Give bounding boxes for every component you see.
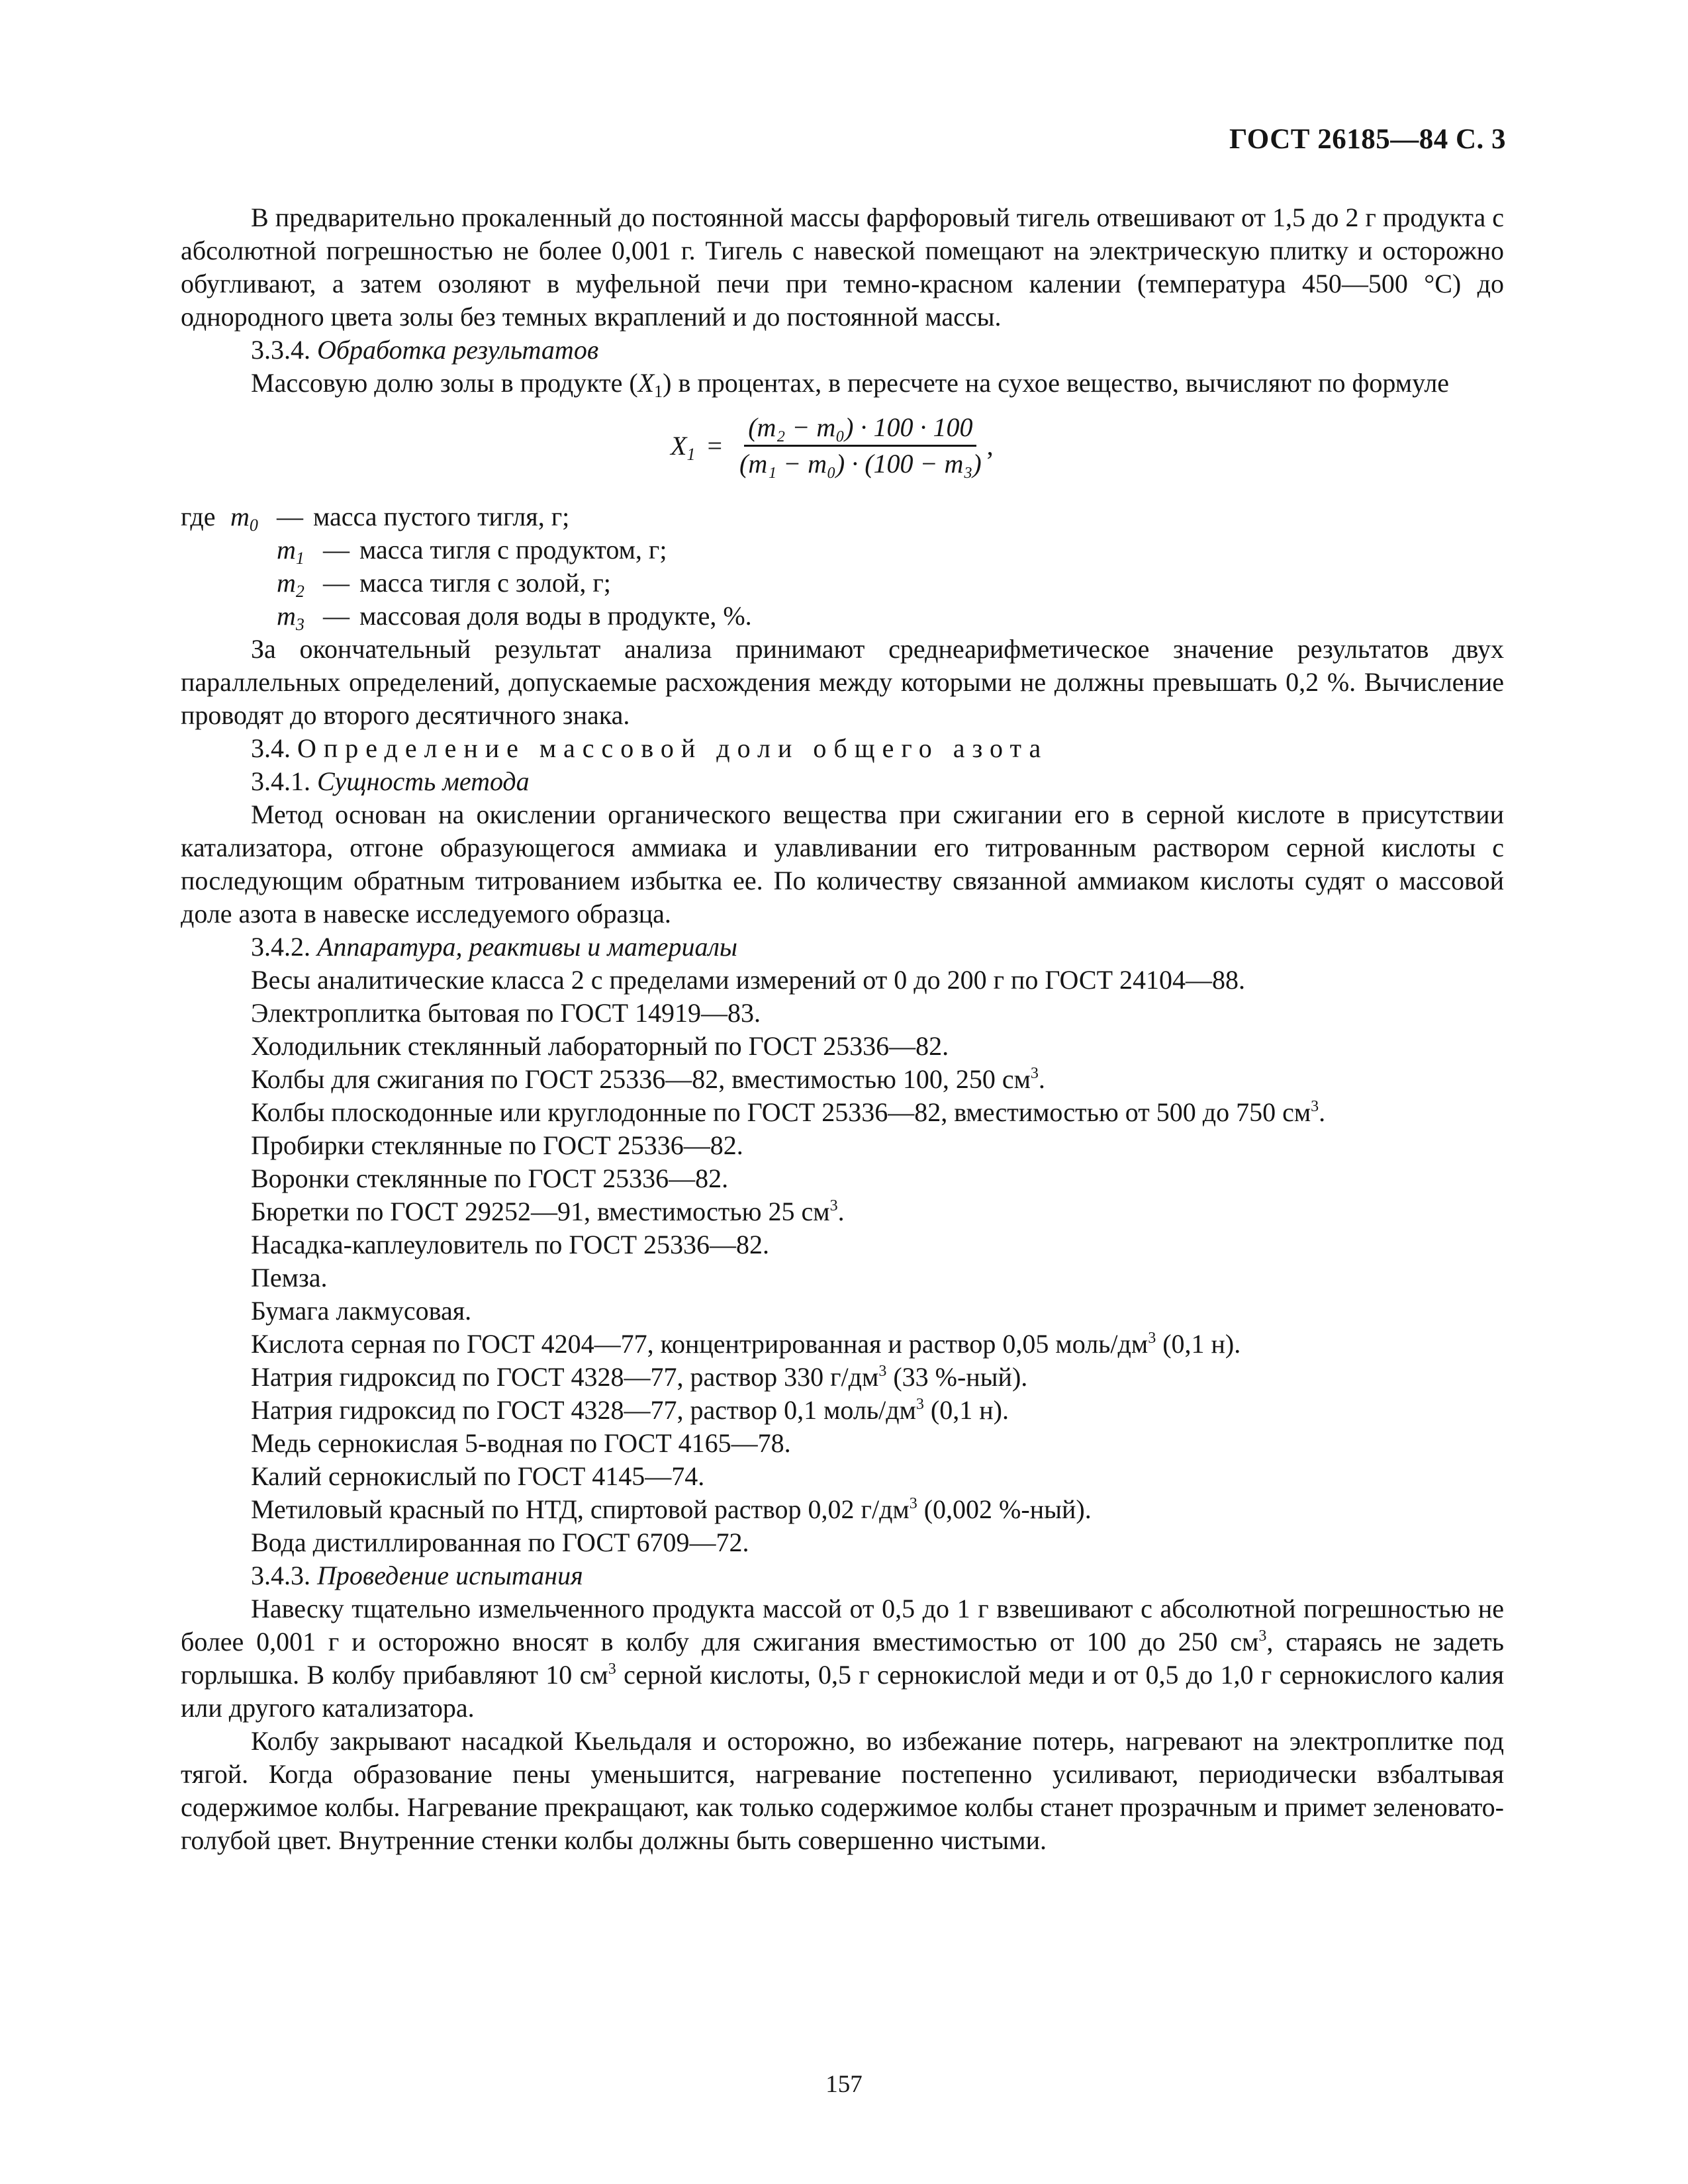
paragraph-ash-procedure: В предварительно прокаленный до постоянной массы фарфоровый тигель отвешивают от 1,5 до 2 г продукта с абсолютной погрешностью не более 0,001 г. Тигель с навеской помещают на электрическую плитку и осторожно обугливают, а затем озоляют в муфельной печи при темно-красном калении (температура 450—500 °С) до однородного цвета золы без темных вкраплений и до постоянной массы.	[181, 203, 1504, 332]
equipment-item: Метиловый красный по НТД, спиртовой раствор 0,02 $г/дм^3$ (0,002 %-ный).	[251, 1494, 1092, 1524]
equipment-item: Бумага лакмусовая.	[251, 1296, 472, 1326]
section-title: Обработка результатов	[317, 335, 599, 365]
equipment-item: Пробирки стеклянные по ГОСТ 25336—82.	[251, 1130, 743, 1160]
ash-formula: $X_1$ = $\frac{\text{(m₂ − m₀) · 100 · 100}}{\text{(m₁ − m₀) · (100 − m₃)}}$ ,	[671, 412, 994, 478]
section-title: Аппаратура, реактивы и материалы	[317, 932, 737, 962]
equipment-item: Колбы плоскодонные или круглодонные по ГОСТ 25336—82, вместимостью от 500 до 750 $см^3$.	[251, 1097, 1326, 1127]
page-number: 157	[825, 2071, 863, 2098]
equipment-item: Пемза.	[251, 1263, 328, 1293]
equipment-item: Медь сернокислая 5-водная по ГОСТ 4165—78.	[251, 1428, 791, 1458]
equipment-item: Холодильник стеклянный лабораторный по ГОСТ 25336—82.	[251, 1031, 949, 1061]
paragraph-heating: Колбу закрывают насадкой Кьельдаля и осторожно, во избежание потерь, нагревают на электроплитке под тягой. Когда образование пены уменьшится, нагревание постепенно усиливают, периодически взбалтывая содержимое колбы. Нагревание прекращают, как только содержимое колбы станет прозрачным и примет зеленовато-голубой цвет. Внутренние стенки колбы должны быть совершенно чистыми.	[181, 1726, 1504, 1855]
formula-definitions	[181, 500, 1504, 633]
section-heading-3-4-3	[181, 1559, 1504, 1592]
section-heading-3-4-1	[181, 765, 1504, 798]
page-content	[181, 201, 1504, 1857]
equipment-item: Натрия гидроксид по ГОСТ 4328—77, раствор 0,1 моль/$дм^3$ (0,1 н).	[251, 1395, 1009, 1425]
paragraph-test-procedure: Навеску тщательно измельченного продукта массой от 0,5 до 1 г взвешивают с абсолютной погрешностью не более 0,001 г и осторожно вносят в колбу для сжигания вместимостью от 100 до 250 $см^3$, стараясь не задеть горлышка. В колбу прибавляют 10 $см^3$ серной кислоты, 0,5 г сернокислой меди и от 0,5 до 1,0 г сернокислого калия или другого катализатора.	[181, 1594, 1505, 1723]
page-header: ГОСТ 26185—84 С. 3	[1229, 124, 1506, 155]
formula-numerator: (m₂ − m₀) · 100 · 100	[744, 413, 976, 447]
section-title: Сущность метода	[317, 766, 530, 796]
section-title: Проведение испытания	[317, 1561, 583, 1590]
formula-equals: =	[707, 430, 722, 461]
section-number: 3.4.1.	[251, 766, 310, 796]
section-number: 3.4.2.	[251, 932, 310, 962]
formula-lhs: $X_1$	[671, 430, 696, 464]
section-number: 3.4.3.	[251, 1561, 310, 1590]
section-number: 3.4.	[251, 733, 291, 763]
section-heading-3-4	[181, 732, 1504, 765]
equipment-item: Калий сернокислый по ГОСТ 4145—74.	[251, 1461, 705, 1491]
paragraph-method-essence: Метод основан на окислении органического вещества при сжигании его в серной кислоте в присутствии катализатора, отгоне образующегося аммиака и улавливании его титрованным раствором серной кислоты с последующим обратным титрованием избытка ее. По количеству связанной аммиаком кислоты судят о массовой доле азота в навеске исследуемого образца.	[181, 799, 1504, 929]
equipment-item: Колбы для сжигания по ГОСТ 25336—82, вместимостью 100, 250 $см^3$.	[251, 1064, 1045, 1094]
equipment-item: Насадка-каплеуловитель по ГОСТ 25336—82.	[251, 1230, 770, 1259]
equipment-item: Электроплитка бытовая по ГОСТ 14919—83.	[251, 998, 761, 1028]
section-heading-3-3-4	[181, 334, 1504, 367]
definition-item: $m_2$ — масса тигля с золой, г;	[277, 568, 611, 601]
formula-fraction	[735, 413, 986, 478]
paragraph-final-result: За окончательный результат анализа принимают среднеарифметическое значение результатов двух параллельных определений, допускаемые расхождения между которыми не должны превышать 0,2 %. Вычисление проводят до второго десятичного знака.	[181, 634, 1504, 730]
definition-item: $m_3$ — массовая доля воды в продукте, %.	[277, 601, 752, 634]
definition-item: где $m_0$ — масса пустого тигля, г;	[181, 502, 570, 535]
section-number: 3.3.4.	[251, 335, 310, 365]
formula-denominator: (m₁ − m₀) · (100 − m₃)	[739, 449, 982, 478]
equipment-item: Воронки стеклянные по ГОСТ 25336—82.	[251, 1163, 729, 1193]
equipment-item: Бюретки по ГОСТ 29252—91, вместимостью 25 $см^3$.	[251, 1197, 845, 1226]
section-title: Определение массовой доли общего азота	[297, 733, 1049, 763]
equipment-item: Вода дистиллированная по ГОСТ 6709—72.	[251, 1527, 749, 1557]
definition-item: $m_1$ — масса тигля с продуктом, г;	[277, 535, 667, 568]
section-heading-3-4-2	[181, 931, 1504, 964]
equipment-item: Натрия гидроксид по ГОСТ 4328—77, раствор 330 $г/дм^3$ (33 %-ный).	[251, 1362, 1028, 1392]
equipment-item: Кислота серная по ГОСТ 4204—77, концентрированная и раствор 0,05 моль/$дм^3$ (0,1 н).	[251, 1329, 1241, 1359]
equipment-item: Весы аналитические класса 2 с пределами измерений от 0 до 200 г по ГОСТ 24104—88.	[251, 965, 1246, 995]
paragraph-ash-formula-intro: Массовую долю золы в продукте $(X_1)$ в процентах, в пересчете на сухое вещество, вычисляют по формуле	[251, 368, 1450, 401]
